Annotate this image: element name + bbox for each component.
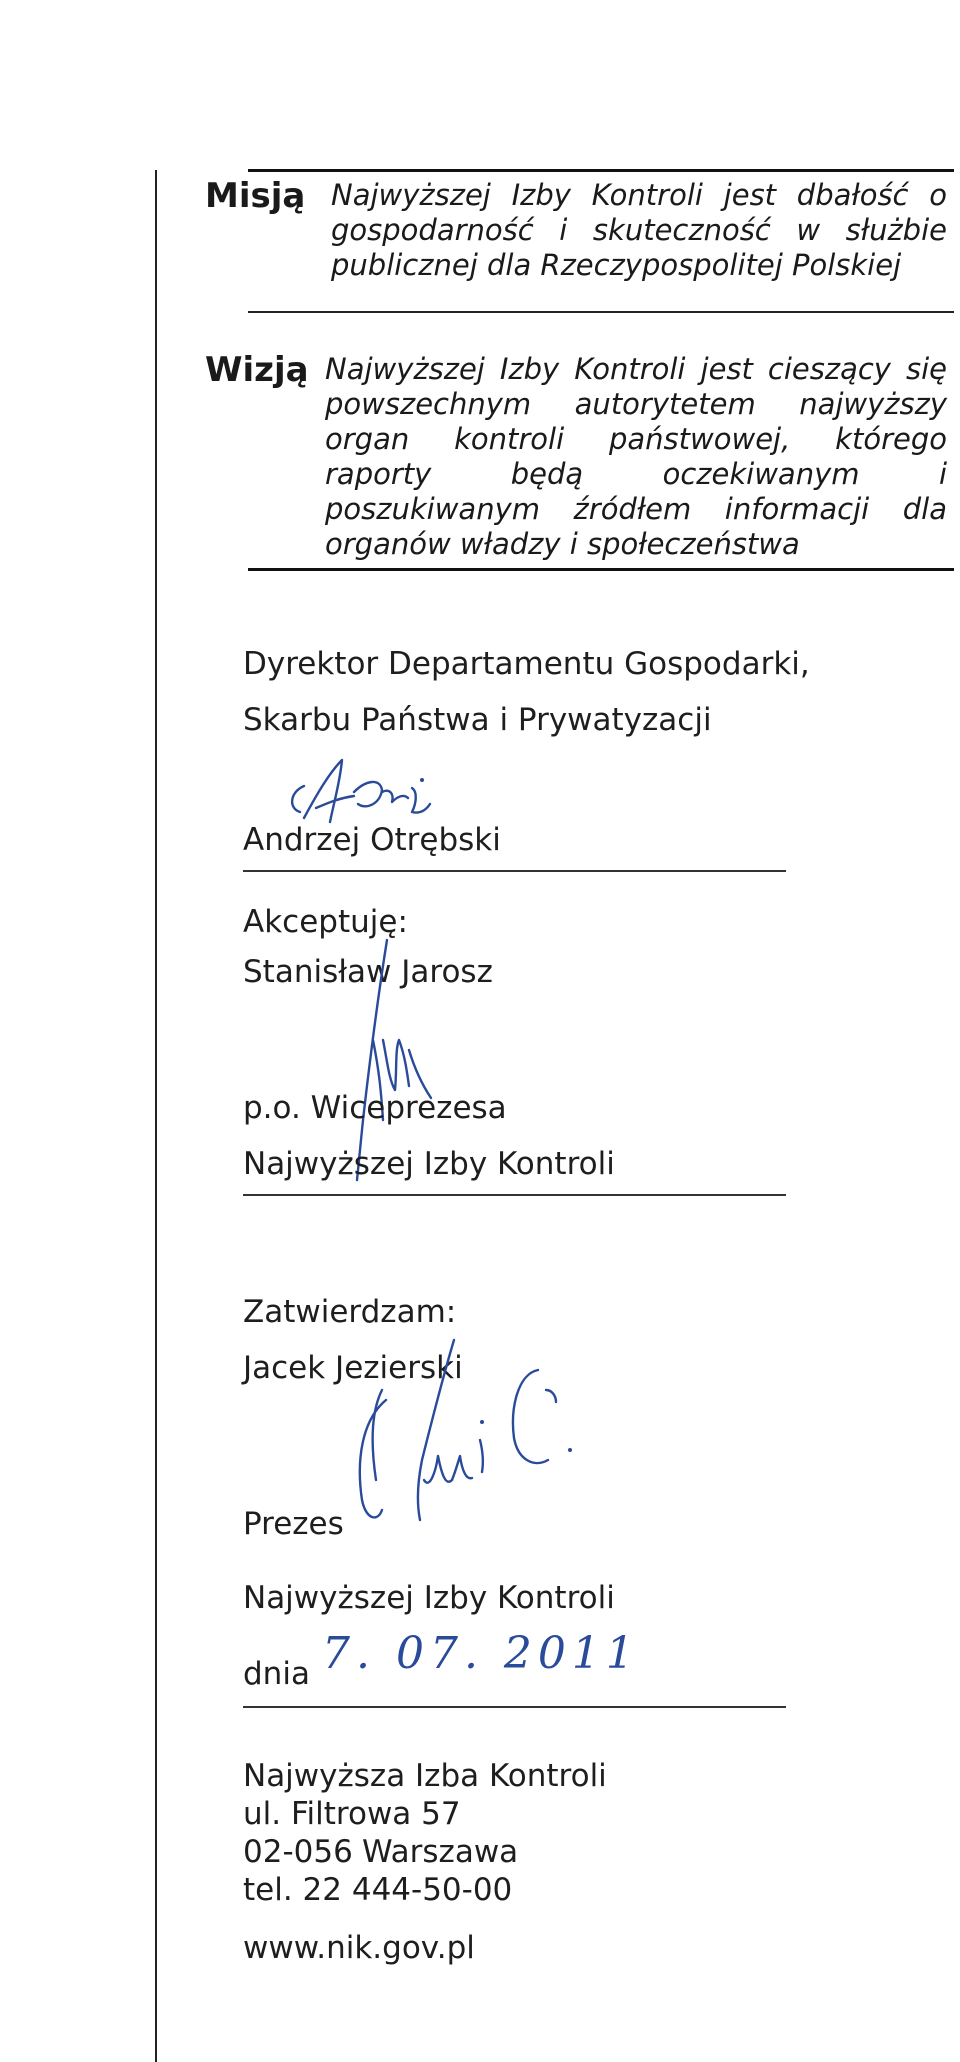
director-name: Andrzej Otrębski	[243, 822, 501, 858]
approve-label: Zatwierdzam:	[243, 1294, 457, 1330]
address-web: www.nik.gov.pl	[243, 1930, 475, 1966]
date-handwritten: 7. 07. 2011	[322, 1628, 640, 1679]
address-phone: tel. 22 444-50-00	[243, 1872, 513, 1908]
accept-label: Akceptuję:	[243, 904, 408, 940]
address-postal: 02-056	[243, 1834, 353, 1870]
date-label: dnia	[243, 1656, 310, 1692]
vision-text: Najwyższej Izby Kontroli jest cieszący się powszechnym autorytetem najwyższy organ kontroli państwowej, którego raporty będą oczekiwanym i poszukiwanym źródłem informacji dla organów władzy i społeczeństwa	[325, 352, 947, 561]
mission-text: Najwyższej Izby Kontroli jest dbałość o gospodarność i skuteczność w służbie publicznej dla Rzeczypospolitej Polskiej	[331, 178, 947, 282]
director-title-line1: Dyrektor Departamentu Gospodarki,	[243, 646, 810, 682]
mission-top-rule	[248, 169, 954, 172]
director-rule	[243, 870, 786, 872]
approve-name: Jacek Jezierski	[243, 1350, 463, 1386]
accept-role-line1: p.o. Wiceprezesa	[243, 1090, 507, 1126]
vision-keyword: Wizją	[205, 350, 309, 390]
approve-rule	[243, 1706, 786, 1708]
accept-role-line2: Najwyższej Izby Kontroli	[243, 1146, 615, 1182]
approve-role-line2: Najwyższej Izby Kontroli	[243, 1580, 615, 1616]
address-org: Najwyższa Izba Kontroli	[243, 1758, 607, 1794]
mission-keyword: Misją	[205, 176, 306, 216]
director-title-line2: Skarbu Państwa i Prywatyzacji	[243, 702, 712, 738]
approve-signature	[342, 1330, 602, 1560]
address-city: Warszawa	[362, 1834, 519, 1870]
accept-rule	[243, 1194, 786, 1196]
margin-line	[155, 170, 157, 2062]
accept-name: Stanisław Jarosz	[243, 954, 493, 990]
mission-bottom-rule	[248, 311, 954, 313]
approve-role-line1: Prezes	[243, 1506, 344, 1542]
vision-bottom-rule	[248, 568, 954, 571]
address-street: ul. Filtrowa 57	[243, 1796, 461, 1832]
